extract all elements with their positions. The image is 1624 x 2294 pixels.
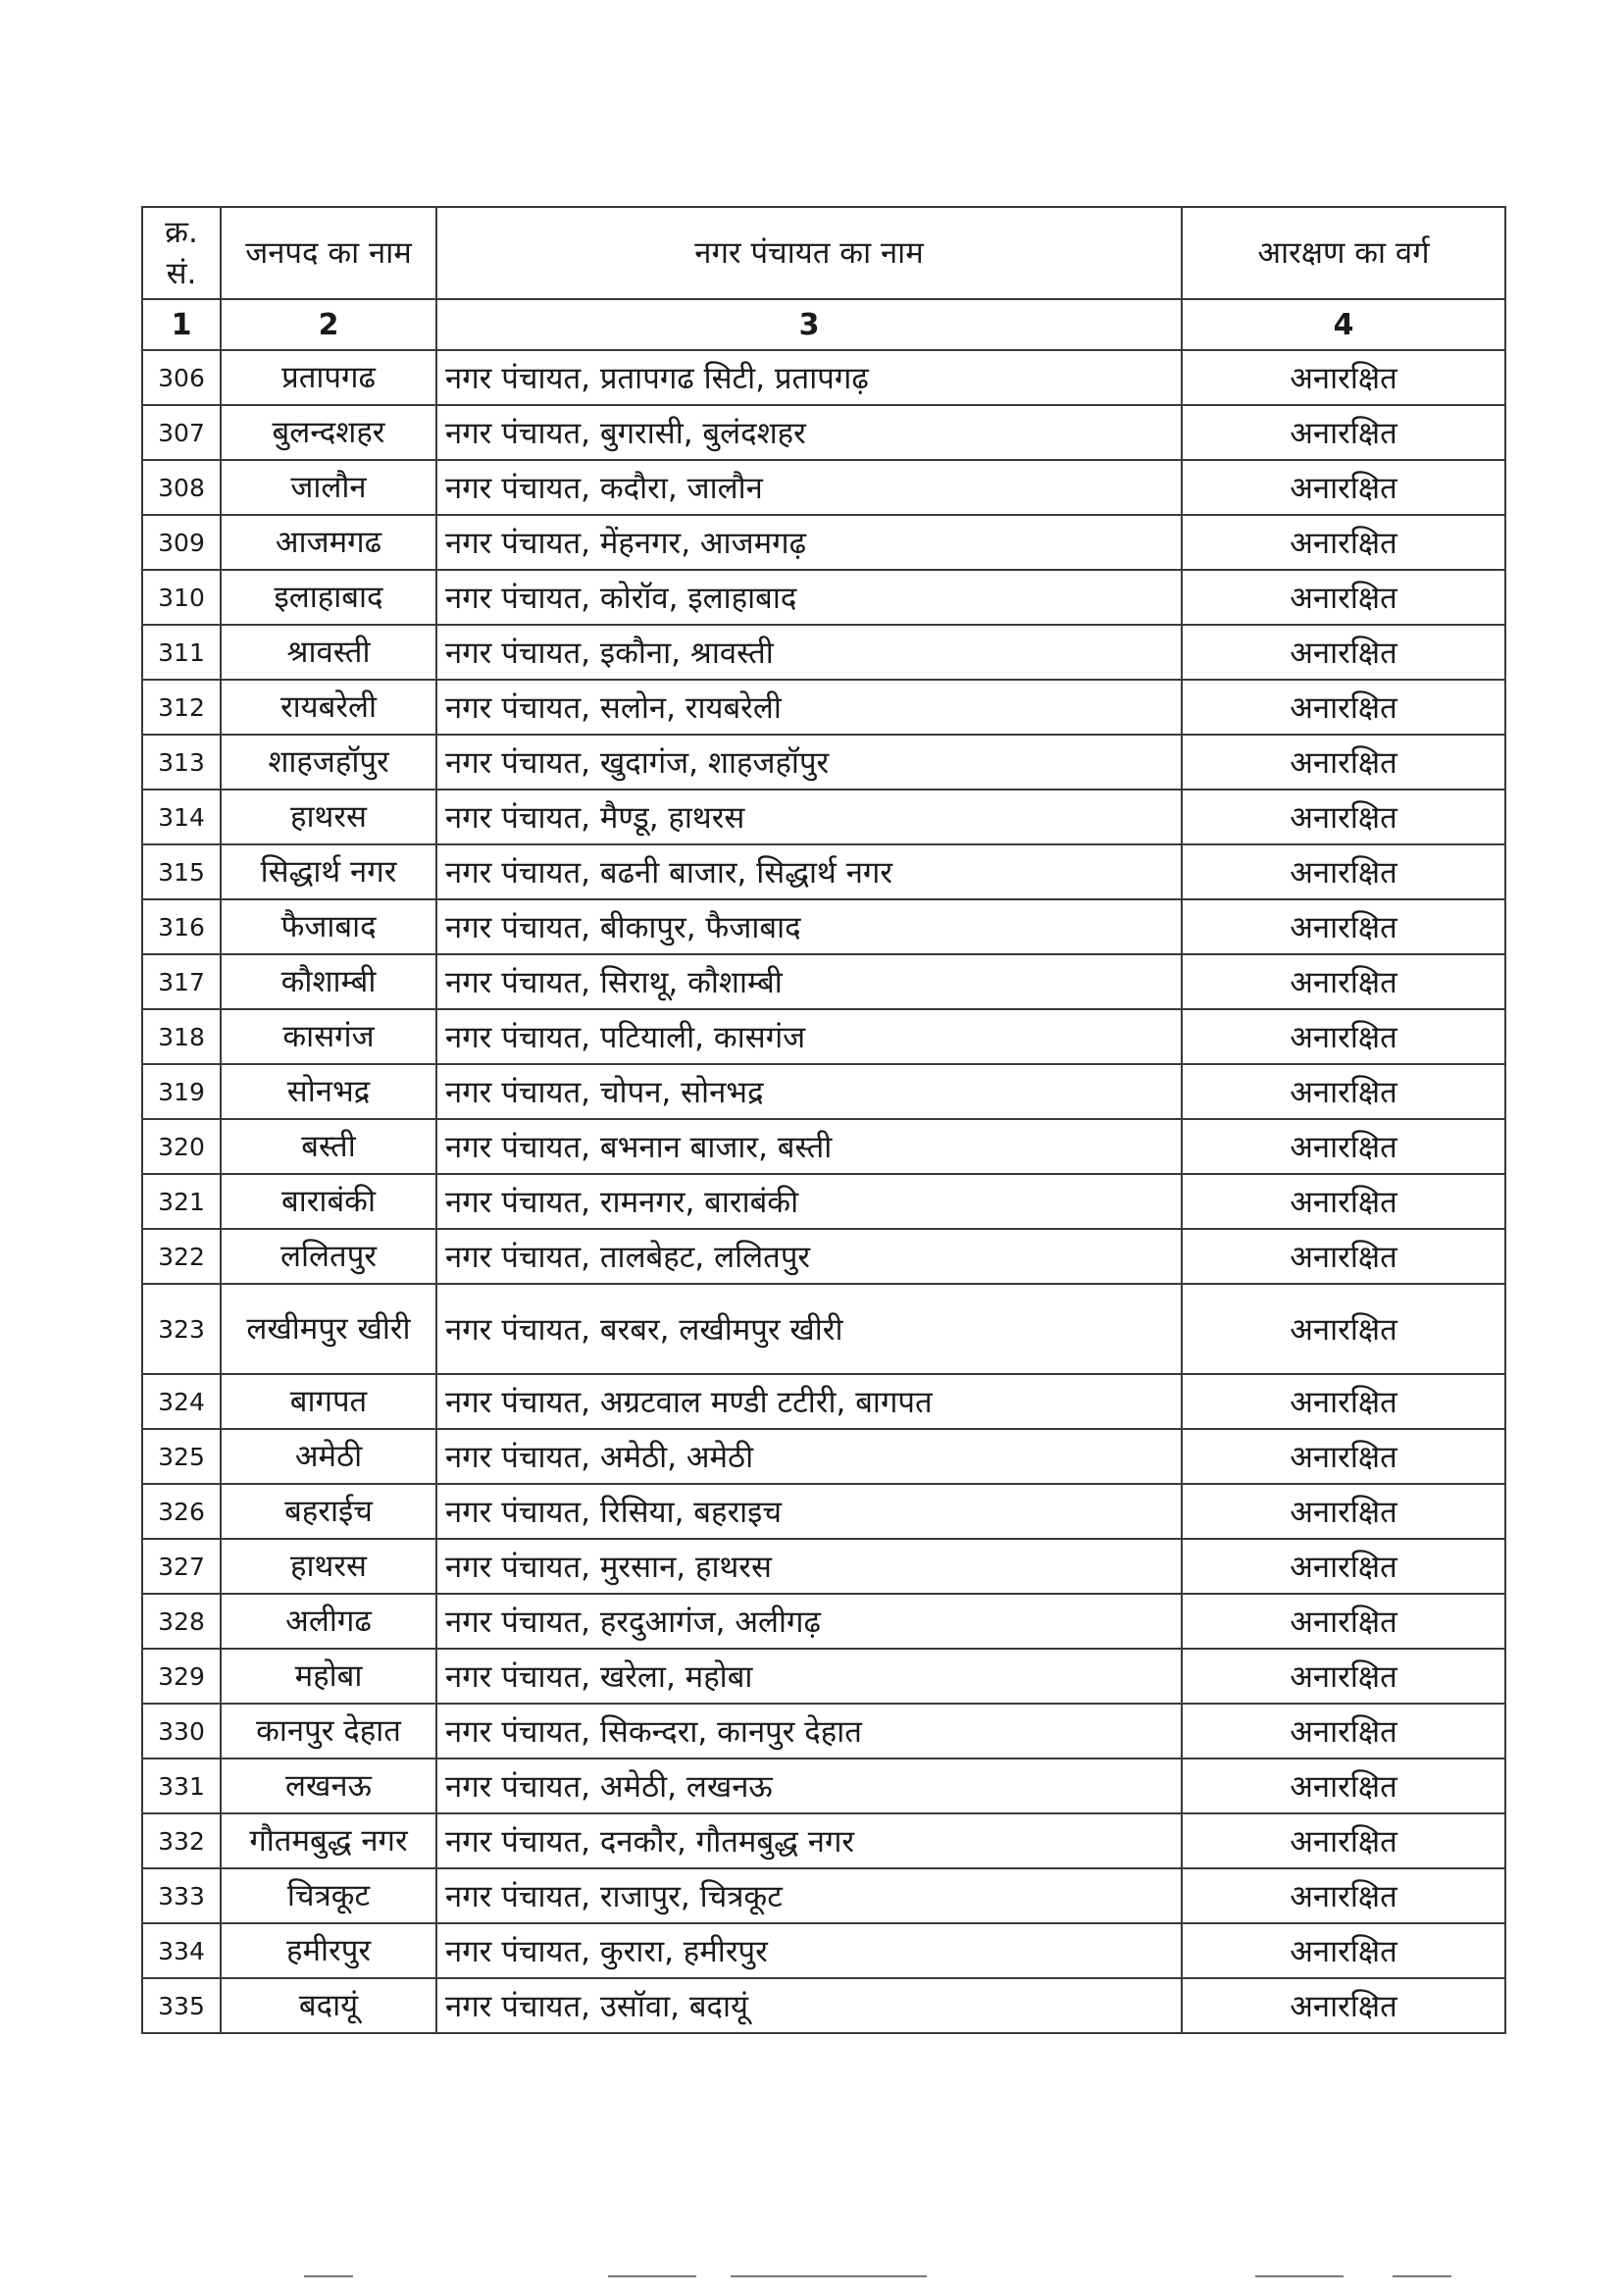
district-cell: बहराईच — [221, 1484, 436, 1539]
nagar-panchayat-cell: नगर पंचायत, खरेला, महोबा — [436, 1649, 1182, 1704]
category-cell: अनारक्षित — [1182, 899, 1505, 954]
table-row — [142, 899, 1505, 954]
column-number: 3 — [436, 299, 1182, 350]
category-cell: अनारक्षित — [1182, 1429, 1505, 1484]
nagar-panchayat-cell: नगर पंचायत, बुगरासी, बुलंदशहर — [436, 405, 1182, 460]
column-number: 4 — [1182, 299, 1505, 350]
scan-mark — [731, 2275, 927, 2277]
district-cell: कानपुर देहात — [221, 1704, 436, 1759]
category-cell: अनारक्षित — [1182, 680, 1505, 735]
table-row — [142, 1594, 1505, 1649]
nagar-panchayat-cell: नगर पंचायत, अमेठी, लखनऊ — [436, 1759, 1182, 1813]
district-cell: हाथरस — [221, 790, 436, 844]
serial-cell: 315 — [142, 844, 221, 899]
serial-cell: 312 — [142, 680, 221, 735]
table-row — [142, 1064, 1505, 1119]
serial-cell: 324 — [142, 1374, 221, 1429]
serial-cell: 320 — [142, 1119, 221, 1174]
scan-footer-marks — [0, 2275, 1624, 2281]
nagar-panchayat-cell: नगर पंचायत, बरबर, लखीमपुर खीरी — [436, 1284, 1182, 1374]
district-cell: बागपत — [221, 1374, 436, 1429]
nagar-panchayat-cell: नगर पंचायत, सिकन्दरा, कानपुर देहात — [436, 1704, 1182, 1759]
nagar-panchayat-cell: नगर पंचायत, राजापुर, चित्रकूट — [436, 1868, 1182, 1923]
nagar-panchayat-cell: नगर पंचायत, मेंहनगर, आजमगढ़ — [436, 515, 1182, 570]
serial-cell: 335 — [142, 1978, 221, 2033]
table-row — [142, 515, 1505, 570]
category-cell: अनारक्षित — [1182, 570, 1505, 625]
category-cell: अनारक्षित — [1182, 954, 1505, 1009]
table-body — [142, 350, 1505, 2033]
nagar-panchayat-cell: नगर पंचायत, अमेठी, अमेठी — [436, 1429, 1182, 1484]
district-cell: जालौन — [221, 460, 436, 515]
nagar-panchayat-cell: नगर पंचायत, रिसिया, बहराइच — [436, 1484, 1182, 1539]
district-cell: ललितपुर — [221, 1229, 436, 1284]
district-cell: गौतमबुद्ध नगर — [221, 1813, 436, 1868]
district-cell: बाराबंकी — [221, 1174, 436, 1229]
table-row — [142, 405, 1505, 460]
table-row — [142, 1649, 1505, 1704]
category-cell: अनारक्षित — [1182, 625, 1505, 680]
table-row — [142, 350, 1505, 405]
district-cell: रायबरेली — [221, 680, 436, 735]
nagar-panchayat-cell: नगर पंचायत, सिराथू, कौशाम्बी — [436, 954, 1182, 1009]
district-cell: फैजाबाद — [221, 899, 436, 954]
serial-cell: 327 — [142, 1539, 221, 1594]
nagar-panchayat-cell: नगर पंचायत, मैण्डू, हाथरस — [436, 790, 1182, 844]
nagar-panchayat-cell: नगर पंचायत, कोरॉव, इलाहाबाद — [436, 570, 1182, 625]
category-cell: अनारक्षित — [1182, 1064, 1505, 1119]
nagar-panchayat-cell: नगर पंचायत, सलोन, रायबरेली — [436, 680, 1182, 735]
scan-mark — [304, 2275, 353, 2277]
serial-cell: 318 — [142, 1009, 221, 1064]
category-cell: अनारक्षित — [1182, 1813, 1505, 1868]
category-cell: अनारक्षित — [1182, 1539, 1505, 1594]
category-cell: अनारक्षित — [1182, 405, 1505, 460]
nagar-panchayat-cell: नगर पंचायत, तालबेहट, ललितपुर — [436, 1229, 1182, 1284]
nagar-panchayat-cell: नगर पंचायत, बभनान बाजार, बस्ती — [436, 1119, 1182, 1174]
serial-cell: 313 — [142, 735, 221, 790]
table-row — [142, 790, 1505, 844]
serial-cell: 334 — [142, 1923, 221, 1978]
district-cell: लखनऊ — [221, 1759, 436, 1813]
table-row — [142, 460, 1505, 515]
district-cell: कौशाम्बी — [221, 954, 436, 1009]
nagar-panchayat-cell: नगर पंचायत, खुदागंज, शाहजहॉपुर — [436, 735, 1182, 790]
header-category: आरक्षण का वर्ग — [1182, 207, 1505, 299]
category-cell: अनारक्षित — [1182, 350, 1505, 405]
category-cell: अनारक्षित — [1182, 1594, 1505, 1649]
district-cell: श्रावस्ती — [221, 625, 436, 680]
table-row — [142, 844, 1505, 899]
serial-cell: 310 — [142, 570, 221, 625]
serial-cell: 308 — [142, 460, 221, 515]
nagar-panchayat-cell: नगर पंचायत, पटियाली, कासगंज — [436, 1009, 1182, 1064]
serial-cell: 331 — [142, 1759, 221, 1813]
table-row — [142, 1229, 1505, 1284]
header-serial: क्र. सं. — [142, 207, 221, 299]
header-row — [142, 207, 1505, 299]
nagar-panchayat-cell: नगर पंचायत, कुरारा, हमीरपुर — [436, 1923, 1182, 1978]
category-cell: अनारक्षित — [1182, 460, 1505, 515]
district-cell: लखीमपुर खीरी — [221, 1284, 436, 1374]
serial-cell: 314 — [142, 790, 221, 844]
nagar-panchayat-cell: नगर पंचायत, बढनी बाजार, सिद्धार्थ नगर — [436, 844, 1182, 899]
scan-mark — [1393, 2275, 1451, 2277]
district-cell: प्रतापगढ — [221, 350, 436, 405]
serial-cell: 329 — [142, 1649, 221, 1704]
table-row — [142, 625, 1505, 680]
district-cell: बस्ती — [221, 1119, 436, 1174]
column-number-row — [142, 299, 1505, 350]
table-row — [142, 954, 1505, 1009]
district-cell: सोनभद्र — [221, 1064, 436, 1119]
serial-cell: 323 — [142, 1284, 221, 1374]
table-row — [142, 1759, 1505, 1813]
nagar-panchayat-cell: नगर पंचायत, उसॉवा, बदायूं — [436, 1978, 1182, 2033]
serial-cell: 328 — [142, 1594, 221, 1649]
district-cell: हमीरपुर — [221, 1923, 436, 1978]
nagar-panchayat-cell: नगर पंचायत, मुरसान, हाथरस — [436, 1539, 1182, 1594]
nagar-panchayat-cell: नगर पंचायत, हरदुआगंज, अलीगढ़ — [436, 1594, 1182, 1649]
category-cell: अनारक्षित — [1182, 790, 1505, 844]
nagar-panchayat-cell: नगर पंचायत, अग्रटवाल मण्डी टटीरी, बागपत — [436, 1374, 1182, 1429]
scan-mark — [608, 2275, 696, 2277]
serial-cell: 326 — [142, 1484, 221, 1539]
category-cell: अनारक्षित — [1182, 1119, 1505, 1174]
nagar-panchayat-cell: नगर पंचायत, प्रतापगढ सिटी, प्रतापगढ़ — [436, 350, 1182, 405]
table-row — [142, 1174, 1505, 1229]
table-row — [142, 1923, 1505, 1978]
district-cell: हाथरस — [221, 1539, 436, 1594]
serial-cell: 309 — [142, 515, 221, 570]
district-cell: सिद्धार्थ नगर — [221, 844, 436, 899]
district-cell: अलीगढ — [221, 1594, 436, 1649]
category-cell: अनारक्षित — [1182, 515, 1505, 570]
category-cell: अनारक्षित — [1182, 1229, 1505, 1284]
district-cell: महोबा — [221, 1649, 436, 1704]
serial-cell: 319 — [142, 1064, 221, 1119]
table-row — [142, 1374, 1505, 1429]
table-row — [142, 1539, 1505, 1594]
table-row — [142, 1978, 1505, 2033]
nagar-panchayat-cell: नगर पंचायत, बीकापुर, फैजाबाद — [436, 899, 1182, 954]
category-cell: अनारक्षित — [1182, 844, 1505, 899]
district-cell: शाहजहॉपुर — [221, 735, 436, 790]
nagar-panchayat-cell: नगर पंचायत, इकौना, श्रावस्ती — [436, 625, 1182, 680]
nagar-panchayat-cell: नगर पंचायत, रामनगर, बाराबंकी — [436, 1174, 1182, 1229]
serial-cell: 321 — [142, 1174, 221, 1229]
category-cell: अनारक्षित — [1182, 735, 1505, 790]
serial-cell: 317 — [142, 954, 221, 1009]
category-cell: अनारक्षित — [1182, 1174, 1505, 1229]
nagar-panchayat-cell: नगर पंचायत, चोपन, सोनभद्र — [436, 1064, 1182, 1119]
column-number: 1 — [142, 299, 221, 350]
category-cell: अनारक्षित — [1182, 1284, 1505, 1374]
table-row — [142, 735, 1505, 790]
table-row — [142, 1009, 1505, 1064]
serial-cell: 333 — [142, 1868, 221, 1923]
table-row — [142, 1704, 1505, 1759]
category-cell: अनारक्षित — [1182, 1978, 1505, 2033]
serial-cell: 325 — [142, 1429, 221, 1484]
table-row — [142, 680, 1505, 735]
serial-cell: 306 — [142, 350, 221, 405]
reservation-table — [141, 206, 1506, 2034]
district-cell: आजमगढ — [221, 515, 436, 570]
table-row — [142, 1868, 1505, 1923]
district-cell: बदायूं — [221, 1978, 436, 2033]
header-district: जनपद का नाम — [221, 207, 436, 299]
district-cell: चित्रकूट — [221, 1868, 436, 1923]
serial-cell: 322 — [142, 1229, 221, 1284]
category-cell: अनारक्षित — [1182, 1704, 1505, 1759]
district-cell: इलाहाबाद — [221, 570, 436, 625]
category-cell: अनारक्षित — [1182, 1923, 1505, 1978]
column-number: 2 — [221, 299, 436, 350]
category-cell: अनारक्षित — [1182, 1649, 1505, 1704]
table-row — [142, 570, 1505, 625]
district-cell: बुलन्दशहर — [221, 405, 436, 460]
serial-cell: 311 — [142, 625, 221, 680]
serial-cell: 316 — [142, 899, 221, 954]
table-row — [142, 1813, 1505, 1868]
table-row — [142, 1119, 1505, 1174]
category-cell: अनारक्षित — [1182, 1484, 1505, 1539]
category-cell: अनारक्षित — [1182, 1759, 1505, 1813]
category-cell: अनारक्षित — [1182, 1374, 1505, 1429]
category-cell: अनारक्षित — [1182, 1868, 1505, 1923]
header-nagar-panchayat: नगर पंचायत का नाम — [436, 207, 1182, 299]
table-row — [142, 1484, 1505, 1539]
nagar-panchayat-cell: नगर पंचायत, कदौरा, जालौन — [436, 460, 1182, 515]
serial-cell: 330 — [142, 1704, 221, 1759]
nagar-panchayat-cell: नगर पंचायत, दनकौर, गौतमबुद्ध नगर — [436, 1813, 1182, 1868]
district-cell: कासगंज — [221, 1009, 436, 1064]
scan-mark — [1255, 2275, 1344, 2277]
district-cell: अमेठी — [221, 1429, 436, 1484]
serial-cell: 332 — [142, 1813, 221, 1868]
category-cell: अनारक्षित — [1182, 1009, 1505, 1064]
table-row — [142, 1429, 1505, 1484]
table-row — [142, 1284, 1505, 1374]
serial-cell: 307 — [142, 405, 221, 460]
